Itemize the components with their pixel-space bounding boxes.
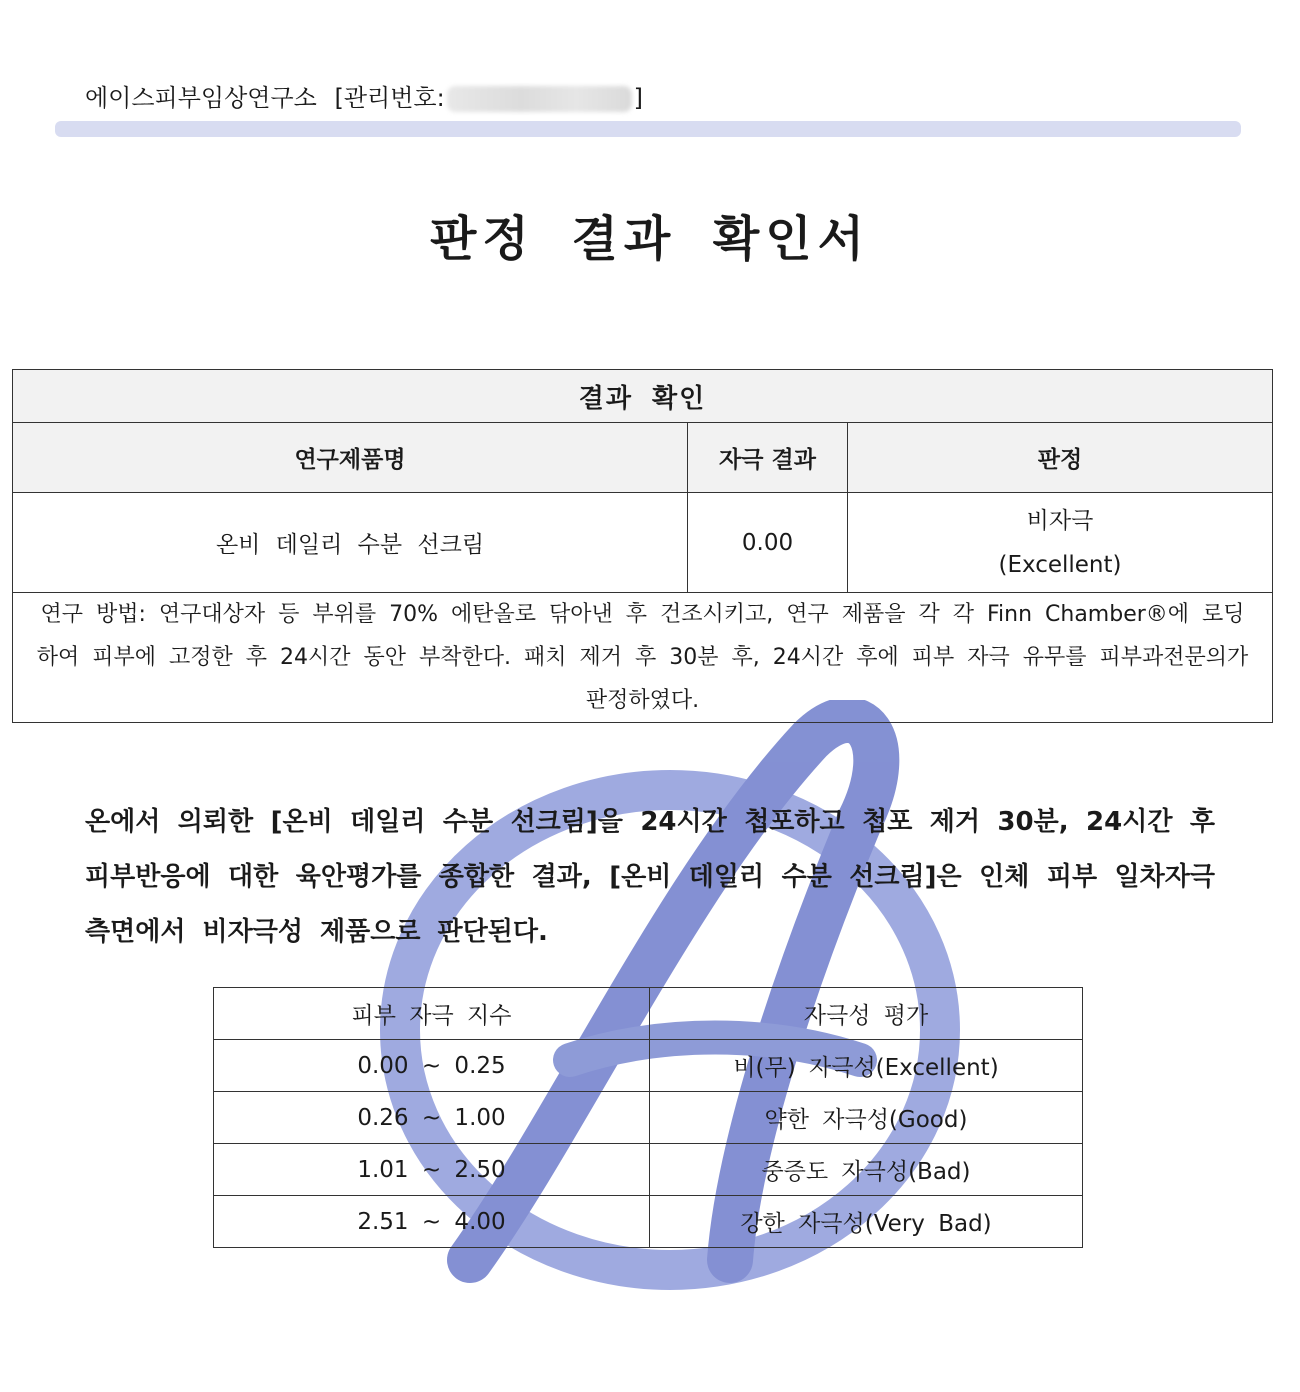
rating-cell: 강한 자극성(Very Bad) [650, 1196, 1083, 1248]
redacted-management-number [447, 86, 632, 112]
rating-cell: 약한 자극성(Good) [650, 1092, 1083, 1144]
document-header [85, 78, 643, 113]
product-name-cell: 온비 데일리 수분 선크림 [13, 493, 688, 593]
study-method-text: 연구 방법: 연구대상자 등 부위를 70% 에탄올로 닦아낸 후 건조시키고, 연구 제품을 각 각 Finn Chamber®에 로딩하여 피부에 고정한 후 24시간 동안 부착한다. 패치 제거 후 30분 후, 24시간 후에 피부 자극 유무를 피부과전문의가 판정하였다. [13, 593, 1273, 723]
column-header-irritation-result: 자극 결과 [688, 423, 848, 493]
column-header-product: 연구제품명 [13, 423, 688, 493]
management-number-label: [관리번호: [334, 84, 445, 112]
table-row [214, 1092, 1083, 1144]
table-row [214, 1040, 1083, 1092]
irritation-scale-table [213, 987, 1083, 1248]
judgement-english: (Excellent) [998, 551, 1122, 578]
document-title: 판정 결과 확인서 [430, 211, 870, 267]
index-range-cell: 1.01 ~ 2.50 [214, 1144, 650, 1196]
index-range-cell: 0.26 ~ 1.00 [214, 1092, 650, 1144]
column-header-irritation-index: 피부 자극 지수 [214, 988, 650, 1040]
conclusion-statement: 온에서 의뢰한 [온비 데일리 수분 선크림]을 24시간 첩포하고 첩포 제거 30분, 24시간 후 피부반응에 대한 육안평가를 종합한 결과, [온비 데일리 수분 선크림]은 인체 피부 일차자극 측면에서 비자극성 제품으로 판단된다. [85, 807, 1215, 947]
judgement-cell [848, 493, 1273, 593]
irritation-result-cell: 0.00 [688, 493, 848, 593]
index-range-cell: 0.00 ~ 0.25 [214, 1040, 650, 1092]
index-range-cell: 2.51 ~ 4.00 [214, 1196, 650, 1248]
table-row [214, 1196, 1083, 1248]
result-table [12, 369, 1273, 723]
rating-cell: 비(무) 자극성(Excellent) [650, 1040, 1083, 1092]
column-header-judgement: 판정 [848, 423, 1273, 493]
header-divider-bar [55, 121, 1241, 137]
column-header-irritation-rating: 자극성 평가 [650, 988, 1083, 1040]
institute-name: 에이스피부임상연구소 [85, 84, 317, 112]
judgement-value: 비자극 [1026, 507, 1094, 534]
rating-cell: 중증도 자극성(Bad) [650, 1144, 1083, 1196]
table-row [13, 493, 1273, 593]
table-row [214, 1144, 1083, 1196]
management-number-close: ] [633, 84, 644, 112]
result-table-caption: 결과 확인 [13, 370, 1273, 423]
